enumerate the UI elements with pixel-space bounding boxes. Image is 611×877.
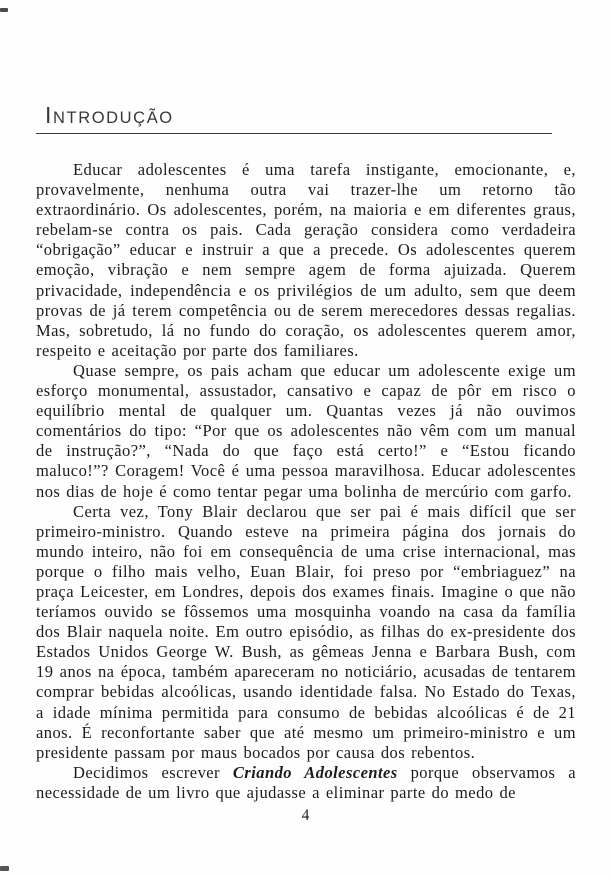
scan-mark-top-left — [0, 8, 8, 12]
paragraph-3: Certa vez, Tony Blair declarou que ser pai é mais difícil que ser primeiro-ministro. Quando esteve na primeira página dos jornais do mundo inteiro, não foi em consequência de uma crise internacional, mas porque o filho mais velho, Euan Blair, foi preso por “embriaguez” na praça Leicester, em Londres, depois dos exames finais. Imagine o que não teríamos ouvido se fôssemos uma mosquinha voando na casa da família dos Blair naquela noite. Em outro episódio, as filhas do ex-presidente dos Estados Unidos George W. Bush, as gêmeas Jenna e Barbara Bush, com 19 anos na época, também apareceram no noticiário, acusadas de tentarem comprar bebidas alcoólicas, usando identidade falsa. No Estado do Texas, a idade mínima permitida para consumo de bebidas alcoólicas é de 21 anos. É reconfortante saber que até mesmo um primeiro-ministro e um presidente passam por maus bocados por causa dos rebentos. — [36, 501, 576, 762]
scan-mark-bottom-left — [0, 866, 9, 871]
paragraph-2: Quase sempre, os pais acham que educar um adolescente exige um esforço monumental, assustador, cansativo e capaz de pôr em risco o equilíbrio mental de qualquer um. Quantas vezes já não ouvimos comentários do tipo: “Por que os adolescentes não vêm com um manual de instrução?”, “Nada do que faço está certo!” e “Estou ficando maluco!”? Coragem! Você é uma pessoa maravilhosa. Educar adolescentes nos dias de hoje é como tentar pegar uma bolinha de mercúrio com garfo. — [36, 360, 576, 501]
body-text — [36, 160, 576, 803]
chapter-heading-rest: NTRODUÇÃO — [53, 109, 174, 127]
paragraph-4 — [36, 763, 576, 803]
heading-rule — [36, 133, 552, 134]
page-number: 4 — [301, 807, 310, 824]
chapter-heading-block — [36, 96, 576, 134]
chapter-heading — [36, 96, 576, 128]
paragraph-1: Educar adolescentes é uma tarefa instigante, emocionante, e, provavelmente, nenhuma outra vai trazer-lhe um retorno tão extraordinário. Os adolescentes, porém, na maioria e em diferentes graus, rebelam-se contra os pais. Cada geração considera como verdadeira “obrigação” educar e instruir a que a precede. Os adolescentes querem emoção, vibração e nem sempre agem de forma ajuizada. Querem privacidade, independência e os privilégios de um adulto, sem que deem provas de já terem competência ou de serem merecedores dessas regalias. Mas, sobretudo, lá no fundo do coração, os adolescentes querem amor, respeito e aceitação por parte dos familiares. — [36, 160, 576, 360]
page-content — [36, 0, 576, 803]
paragraph-4-after: porque observamos a necessidade de um livro que ajudasse a eliminar parte do medo de — [36, 762, 576, 802]
book-title-criando-adolescentes: Criando Adolescentes — [232, 762, 398, 782]
chapter-heading-initial: I — [45, 102, 53, 128]
paragraph-4-before: Decidimos escrever — [73, 762, 233, 782]
